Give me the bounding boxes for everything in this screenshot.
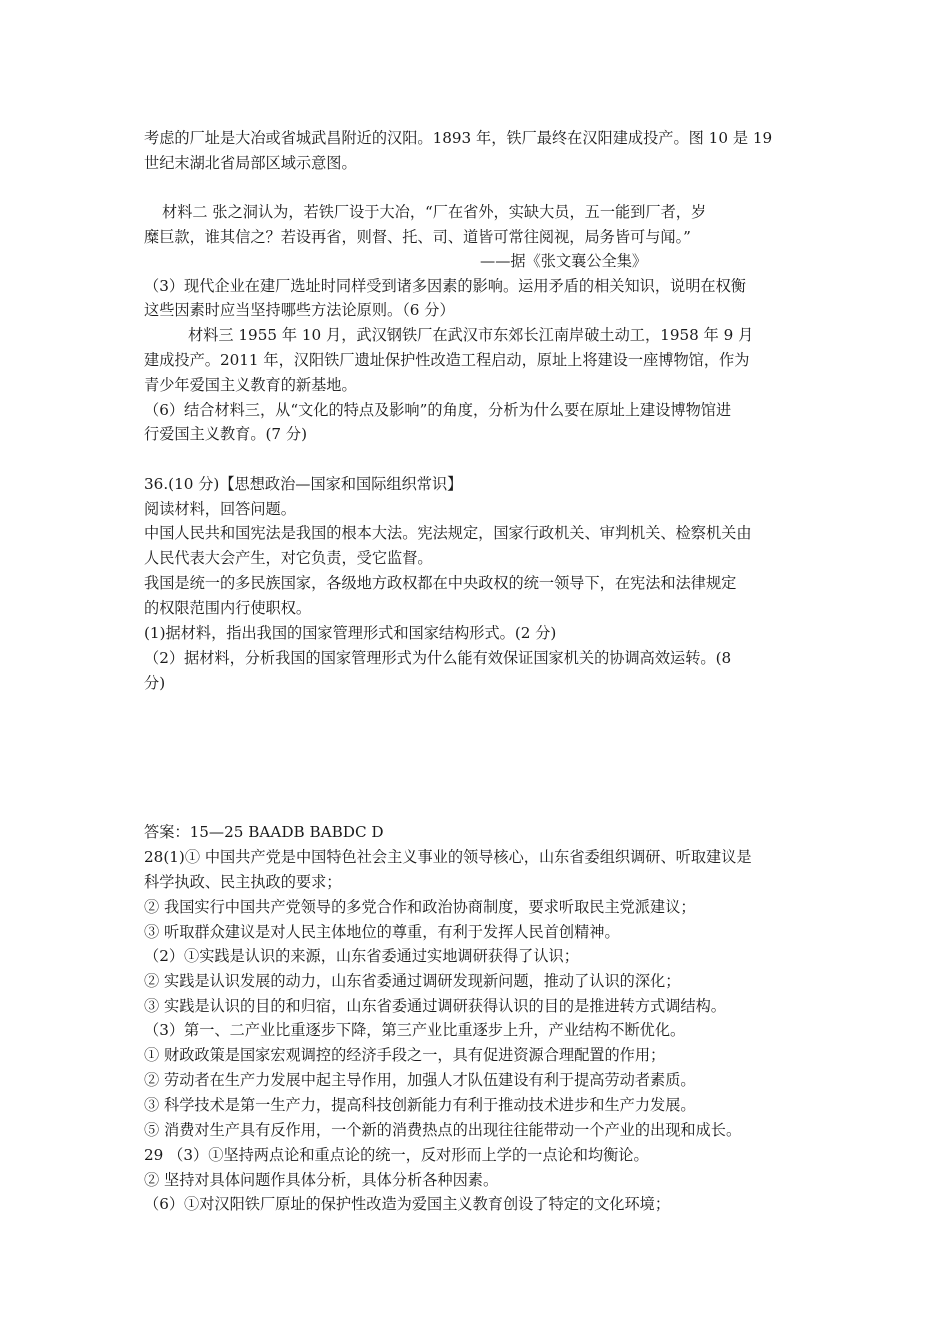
answer-29-3b: ② 坚持对具体问题作具体分析，具体分析各种因素。 <box>144 1171 499 1189</box>
question-36-paragraph-2a: 我国是统一的多民族国家，各级地方政权都在中央政权的统一领导下，在宪法和法律规定 <box>144 574 737 592</box>
intro-line-2: 世纪末湖北省局部区域示意图。 <box>144 154 357 172</box>
question-36-paragraph-1a: 中国人民共和国宪法是我国的根本大法。宪法规定，国家行政机关、审判机关、检察机关由 <box>144 524 752 542</box>
answer-28-1a: 28(1)① 中国共产党是中国特色社会主义事业的领导核心，山东省委组织调研、听取建议是 <box>144 848 752 866</box>
answer-28-1b: 科学执政、民主执政的要求； <box>144 873 342 891</box>
answer-29-3a: 29 （3）①坚持两点论和重点论的统一，反对形而上学的一点论和均衡论。 <box>144 1146 649 1164</box>
question-36-sub-2a: （2）据材料，分析我国的国家管理形式为什么能有效保证国家机关的协调高效运转。(8 <box>144 649 732 667</box>
answer-28-3c: ② 劳动者在生产力发展中起主导作用，加强人才队伍建设有利于提高劳动者素质。 <box>144 1071 696 1089</box>
answer-28-3e: ⑤ 消费对生产具有反作用，一个新的消费热点的出现往往能带动一个产业的出现和成长。 <box>144 1121 742 1139</box>
material-3-line-1: 材料三 1955 年 10 月，武汉钢铁厂在武汉市东郊长江南岸破土动工，1958 年 9 月 <box>188 326 754 344</box>
question-6-line-1: （6）结合材料三，从“文化的特点及影响”的角度，分析为什么要在原址上建设博物馆进 <box>144 401 732 419</box>
question-6-line-2: 行爱国主义教育。(7 分) <box>144 425 308 443</box>
question-36-paragraph-2b: 的权限范围内行使职权。 <box>144 599 312 617</box>
material-3-line-2: 建成投产。2011 年，汉阳铁厂遗址保护性改造工程启动，原址上将建设一座博物馆，作为 <box>144 351 750 369</box>
material-2-source: ——据《张文襄公全集》 <box>480 252 648 270</box>
answer-29-6a: （6）①对汉阳铁厂原址的保护性改造为爱国主义教育创设了特定的文化环境； <box>144 1195 671 1213</box>
question-36-title: 36.(10 分)【思想政治—国家和国际组织常识】 <box>144 475 463 493</box>
question-3-line-2: 这些因素时应当坚持哪些方法论原则。（6 分） <box>144 301 455 319</box>
material-3-line-3: 青少年爱国主义教育的新基地。 <box>144 376 357 394</box>
material-2-line-1: 材料二 张之洞认为，若铁厂设于大冶，“厂在省外，实缺大员，五一能到厂者，岁 <box>162 203 707 221</box>
question-36-sub-1: (1)据材料，指出我国的国家管理形式和国家结构形式。(2 分) <box>144 624 557 642</box>
question-36-sub-2b: 分) <box>144 674 166 692</box>
answer-28-2b: ② 实践是认识发展的动力，山东省委通过调研发现新问题，推动了认识的深化； <box>144 972 681 990</box>
intro-line-1: 考虑的厂址是大冶或省城武昌附近的汉阳。1893 年，铁厂最终在汉阳建成投产。图 10 是 19 <box>144 129 773 147</box>
answer-28-1c: ② 我国实行中国共产党领导的多党合作和政治协商制度，要求听取民主党派建议； <box>144 898 696 916</box>
question-36-paragraph-1b: 人民代表大会产生，对它负责，受它监督。 <box>144 549 433 567</box>
answer-28-3a: （3）第一、二产业比重逐步下降，第三产业比重逐步上升，产业结构不断优化。 <box>144 1021 686 1039</box>
material-2-line-2: 糜巨款，谁其信之？若设再省，则督、托、司、道皆可常往阅视，局务皆可与闻。” <box>144 228 691 246</box>
question-36-instruction: 阅读材料，回答问题。 <box>144 500 296 518</box>
question-3-line-1: （3）现代企业在建厂选址时同样受到诸多因素的影响。运用矛盾的相关知识，说明在权衡 <box>144 277 746 295</box>
answer-28-2c: ③ 实践是认识的目的和归宿，山东省委通过调研获得认识的目的是推进转方式调结构。 <box>144 997 726 1015</box>
answer-28-3b: ① 财政政策是国家宏观调控的经济手段之一，具有促进资源合理配置的作用； <box>144 1046 666 1064</box>
answers-header: 答案：15—25 BAADB BABDC D <box>144 823 384 841</box>
answer-28-1d: ③ 听取群众建议是对人民主体地位的尊重，有利于发挥人民首创精神。 <box>144 923 620 941</box>
answer-28-2a: （2）①实践是认识的来源，山东省委通过实地调研获得了认识； <box>144 947 579 965</box>
answer-28-3d: ③ 科学技术是第一生产力，提高科技创新能力有利于推动技术进步和生产力发展。 <box>144 1096 696 1114</box>
